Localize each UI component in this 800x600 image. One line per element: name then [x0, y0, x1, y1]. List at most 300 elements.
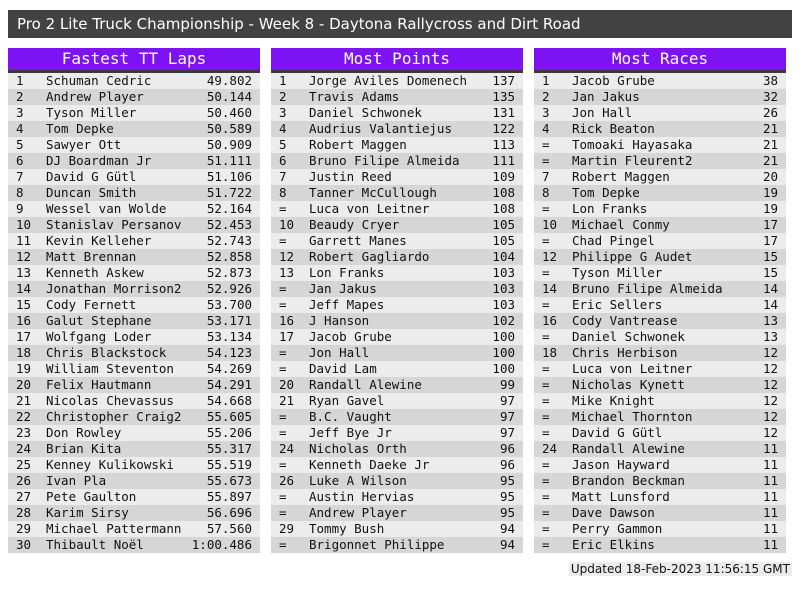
name-cell: Ryan Gavel: [309, 393, 385, 408]
table-row: [534, 329, 786, 345]
rank-cell: =: [542, 537, 550, 552]
value-cell: 103: [492, 265, 515, 280]
rank-cell: =: [542, 377, 550, 392]
table-row: [534, 377, 786, 393]
rank-cell: =: [542, 521, 550, 536]
table-row: [8, 185, 260, 201]
name-cell: Karim Sirsy: [46, 505, 129, 520]
name-cell: Jacob Grube: [309, 329, 392, 344]
table-row: [534, 185, 786, 201]
value-cell: 12: [762, 409, 778, 424]
value-cell: 55.206: [206, 425, 252, 440]
value-cell: 51.111: [206, 153, 252, 168]
rank-cell: =: [542, 361, 550, 376]
table-row: [271, 249, 523, 265]
value-cell: 113: [492, 137, 515, 152]
table-row: [8, 521, 260, 537]
rank-cell: 8: [16, 185, 24, 200]
name-cell: Jan Jakus: [309, 281, 377, 296]
name-cell: Don Rowley: [46, 425, 122, 440]
name-cell: Tyson Miller: [572, 265, 663, 280]
name-cell: Daniel Schwonek: [572, 329, 685, 344]
rank-cell: 26: [279, 473, 295, 488]
rank-cell: 13: [279, 265, 295, 280]
table-most-races: [534, 48, 786, 553]
rank-cell: 3: [16, 105, 24, 120]
rank-cell: =: [279, 457, 287, 472]
name-cell: Luca von Leitner: [309, 201, 430, 216]
rank-cell: 10: [542, 217, 558, 232]
value-cell: 51.106: [206, 169, 252, 184]
name-cell: Nicolas Chevassus: [46, 393, 174, 408]
table-row: [8, 89, 260, 105]
value-cell: 95: [499, 505, 515, 520]
table-row: [534, 169, 786, 185]
table-title: Most Races: [534, 48, 786, 73]
value-cell: 100: [492, 329, 515, 344]
name-cell: Ivan Pla: [46, 473, 107, 488]
value-cell: 95: [499, 473, 515, 488]
name-cell: Tanner McCullough: [309, 185, 437, 200]
table-row: [271, 297, 523, 313]
name-cell: Christopher Craig2: [46, 409, 182, 424]
table-row: [271, 505, 523, 521]
name-cell: William Steventon: [46, 361, 174, 376]
rank-cell: 4: [16, 121, 24, 136]
value-cell: 12: [762, 425, 778, 440]
name-cell: Michael Conmy: [572, 217, 670, 232]
rank-cell: =: [279, 201, 287, 216]
updated-timestamp: Updated 18-Feb-2023 11:56:15 GMT: [570, 562, 790, 576]
rank-cell: =: [279, 537, 287, 552]
name-cell: Bruno Filipe Almeida: [572, 281, 723, 296]
name-cell: Michael Pattermann: [46, 521, 182, 536]
rank-cell: =: [279, 505, 287, 520]
rank-cell: =: [542, 153, 550, 168]
value-cell: 108: [492, 185, 515, 200]
value-cell: 102: [492, 313, 515, 328]
table-row: [534, 265, 786, 281]
name-cell: Dave Dawson: [572, 505, 655, 520]
table-row: [271, 105, 523, 121]
name-cell: Galut Stephane: [46, 313, 152, 328]
rank-cell: 2: [279, 89, 287, 104]
table-row: [534, 473, 786, 489]
name-cell: Jon Hall: [572, 105, 633, 120]
value-cell: 52.164: [206, 201, 252, 216]
name-cell: Jon Hall: [309, 345, 370, 360]
value-cell: 21: [762, 137, 778, 152]
rank-cell: =: [542, 393, 550, 408]
rank-cell: 4: [279, 121, 287, 136]
name-cell: Michael Thornton: [572, 409, 693, 424]
rank-cell: 20: [279, 377, 295, 392]
table-row: [8, 73, 260, 89]
name-cell: Mike Knight: [572, 393, 655, 408]
table-row: [271, 201, 523, 217]
value-cell: 12: [762, 345, 778, 360]
table-row: [8, 201, 260, 217]
table-row: [8, 393, 260, 409]
name-cell: Eric Elkins: [572, 537, 655, 552]
value-cell: 11: [762, 489, 778, 504]
name-cell: Jeff Mapes: [309, 297, 385, 312]
rank-cell: 26: [16, 473, 32, 488]
table-row: [534, 505, 786, 521]
table-row: [8, 377, 260, 393]
value-cell: 103: [492, 281, 515, 296]
value-cell: 11: [762, 441, 778, 456]
rank-cell: =: [279, 281, 287, 296]
table-row: [8, 441, 260, 457]
table-row: [534, 361, 786, 377]
name-cell: Garrett Manes: [309, 233, 407, 248]
rank-cell: 10: [16, 217, 32, 232]
rank-cell: 3: [542, 105, 550, 120]
name-cell: Bruno Filipe Almeida: [309, 153, 460, 168]
value-cell: 12: [762, 393, 778, 408]
value-cell: 50.589: [206, 121, 252, 136]
table-row: [271, 137, 523, 153]
value-cell: 52.873: [206, 265, 252, 280]
rank-cell: 16: [542, 313, 558, 328]
value-cell: 137: [492, 73, 515, 88]
rank-cell: 7: [16, 169, 24, 184]
table-row: [534, 313, 786, 329]
name-cell: David G Gütl: [46, 169, 137, 184]
value-cell: 96: [499, 441, 515, 456]
table-row: [534, 441, 786, 457]
table-row: [271, 521, 523, 537]
table-row: [8, 505, 260, 521]
name-cell: Chris Blackstock: [46, 345, 167, 360]
table-row: [534, 393, 786, 409]
name-cell: Cody Vantrease: [572, 313, 678, 328]
name-cell: Philippe G Audet: [572, 249, 693, 264]
name-cell: Wessel van Wolde: [46, 201, 167, 216]
table-row: [271, 121, 523, 137]
value-cell: 26: [762, 105, 778, 120]
name-cell: Nicholas Orth: [309, 441, 407, 456]
value-cell: 14: [762, 281, 778, 296]
value-cell: 38: [762, 73, 778, 88]
rank-cell: 13: [16, 265, 32, 280]
value-cell: 104: [492, 249, 515, 264]
rank-cell: 24: [542, 441, 558, 456]
rank-cell: 17: [279, 329, 295, 344]
value-cell: 55.673: [206, 473, 252, 488]
value-cell: 111: [492, 153, 515, 168]
name-cell: Brigonnet Philippe: [309, 537, 445, 552]
table-row: [534, 105, 786, 121]
name-cell: Kevin Kelleher: [46, 233, 152, 248]
rank-cell: 12: [279, 249, 295, 264]
rank-cell: =: [279, 489, 287, 504]
rank-cell: 19: [16, 361, 32, 376]
rank-cell: 14: [16, 281, 32, 296]
table-row: [8, 409, 260, 425]
name-cell: Luca von Leitner: [572, 361, 693, 376]
value-cell: 52.453: [206, 217, 252, 232]
table-row: [8, 537, 260, 553]
value-cell: 108: [492, 201, 515, 216]
value-cell: 19: [762, 201, 778, 216]
table-fastest-tt-laps: [8, 48, 260, 553]
name-cell: Tomoaki Hayasaka: [572, 137, 693, 152]
name-cell: Lon Franks: [572, 201, 648, 216]
name-cell: Audrius Valantiejus: [309, 121, 452, 136]
table-title: Fastest TT Laps: [8, 48, 260, 73]
name-cell: Randall Alewine: [572, 441, 685, 456]
rank-cell: 20: [16, 377, 32, 392]
rank-cell: 21: [16, 393, 32, 408]
table-row: [271, 537, 523, 553]
rank-cell: =: [279, 345, 287, 360]
rank-cell: =: [279, 409, 287, 424]
table-row: [8, 169, 260, 185]
rank-cell: =: [542, 505, 550, 520]
rank-cell: 28: [16, 505, 32, 520]
table-row: [271, 425, 523, 441]
value-cell: 135: [492, 89, 515, 104]
table-row: [534, 281, 786, 297]
name-cell: Chris Herbison: [572, 345, 678, 360]
rank-cell: =: [279, 425, 287, 440]
rank-cell: 1: [16, 73, 24, 88]
table-row: [8, 217, 260, 233]
table-row: [534, 345, 786, 361]
value-cell: 94: [499, 537, 515, 552]
value-cell: 97: [499, 393, 515, 408]
name-cell: Rick Beaton: [572, 121, 655, 136]
rank-cell: =: [542, 409, 550, 424]
value-cell: 11: [762, 457, 778, 472]
value-cell: 131: [492, 105, 515, 120]
name-cell: Duncan Smith: [46, 185, 137, 200]
name-cell: Jeff Bye Jr: [309, 425, 392, 440]
name-cell: Jason Hayward: [572, 457, 670, 472]
name-cell: Martin Fleurent2: [572, 153, 693, 168]
name-cell: Matt Brennan: [46, 249, 137, 264]
value-cell: 109: [492, 169, 515, 184]
rank-cell: =: [542, 201, 550, 216]
table-row: [8, 105, 260, 121]
value-cell: 17: [762, 233, 778, 248]
table-row: [8, 329, 260, 345]
value-cell: 57.560: [206, 521, 252, 536]
rank-cell: 29: [279, 521, 295, 536]
name-cell: Robert Gagliardo: [309, 249, 430, 264]
table-row: [271, 313, 523, 329]
name-cell: Justin Reed: [309, 169, 392, 184]
name-cell: Sawyer Ott: [46, 137, 122, 152]
value-cell: 100: [492, 345, 515, 360]
value-cell: 56.696: [206, 505, 252, 520]
rank-cell: 1: [279, 73, 287, 88]
table-row: [271, 185, 523, 201]
rank-cell: 18: [16, 345, 32, 360]
rank-cell: 5: [16, 137, 24, 152]
name-cell: J Hanson: [309, 313, 370, 328]
rank-cell: 22: [16, 409, 32, 424]
rank-cell: 7: [542, 169, 550, 184]
table-row: [271, 73, 523, 89]
name-cell: Jacob Grube: [572, 73, 655, 88]
table-row: [271, 153, 523, 169]
value-cell: 54.668: [206, 393, 252, 408]
table-row: [534, 249, 786, 265]
rank-cell: 6: [16, 153, 24, 168]
value-cell: 105: [492, 233, 515, 248]
rank-cell: =: [542, 457, 550, 472]
table-row: [534, 89, 786, 105]
value-cell: 55.897: [206, 489, 252, 504]
name-cell: Brandon Beckman: [572, 473, 685, 488]
value-cell: 105: [492, 217, 515, 232]
name-cell: Jonathan Morrison2: [46, 281, 182, 296]
name-cell: Jan Jakus: [572, 89, 640, 104]
value-cell: 13: [762, 329, 778, 344]
value-cell: 11: [762, 521, 778, 536]
name-cell: David G Gütl: [572, 425, 663, 440]
table-row: [534, 457, 786, 473]
rank-cell: 15: [16, 297, 32, 312]
table-row: [534, 297, 786, 313]
table-row: [271, 441, 523, 457]
value-cell: 11: [762, 505, 778, 520]
name-cell: Luke A Wilson: [309, 473, 407, 488]
name-cell: David Lam: [309, 361, 377, 376]
value-cell: 54.269: [206, 361, 252, 376]
value-cell: 52.926: [206, 281, 252, 296]
footer: [8, 558, 792, 577]
table-row: [534, 201, 786, 217]
rank-cell: 1: [542, 73, 550, 88]
name-cell: Tom Depke: [46, 121, 114, 136]
table-row: [271, 473, 523, 489]
table-row: [271, 393, 523, 409]
table-row: [8, 137, 260, 153]
table-row: [534, 425, 786, 441]
value-cell: 99: [499, 377, 515, 392]
name-cell: Tom Depke: [572, 185, 640, 200]
value-cell: 55.519: [206, 457, 252, 472]
name-cell: Kenneth Askew: [46, 265, 144, 280]
table-row: [534, 153, 786, 169]
name-cell: Beaudy Cryer: [309, 217, 400, 232]
value-cell: 52.743: [206, 233, 252, 248]
value-cell: 50.909: [206, 137, 252, 152]
value-cell: 122: [492, 121, 515, 136]
value-cell: 55.605: [206, 409, 252, 424]
table-row: [271, 217, 523, 233]
rank-cell: 7: [279, 169, 287, 184]
window-title-bar: [8, 10, 792, 38]
value-cell: 53.134: [206, 329, 252, 344]
rank-cell: 11: [16, 233, 32, 248]
value-cell: 11: [762, 473, 778, 488]
table-row: [271, 89, 523, 105]
table-row: [271, 409, 523, 425]
name-cell: Daniel Schwonek: [309, 105, 422, 120]
rank-cell: 9: [16, 201, 24, 216]
table-row: [534, 409, 786, 425]
table-row: [8, 249, 260, 265]
name-cell: Stanislav Persanov: [46, 217, 182, 232]
table-row: [8, 297, 260, 313]
name-cell: Kenneth Daeke Jr: [309, 457, 430, 472]
name-cell: Tyson Miller: [46, 105, 137, 120]
rank-cell: 30: [16, 537, 32, 552]
rank-cell: =: [279, 361, 287, 376]
rank-cell: =: [542, 297, 550, 312]
value-cell: 51.722: [206, 185, 252, 200]
rank-cell: =: [542, 265, 550, 280]
table-row: [271, 281, 523, 297]
value-cell: 12: [762, 361, 778, 376]
rank-cell: =: [542, 489, 550, 504]
table-row: [8, 313, 260, 329]
table-row: [534, 137, 786, 153]
value-cell: 50.460: [206, 105, 252, 120]
value-cell: 53.171: [206, 313, 252, 328]
table-row: [8, 233, 260, 249]
rank-cell: 27: [16, 489, 32, 504]
rank-cell: 24: [16, 441, 32, 456]
rank-cell: 12: [16, 249, 32, 264]
value-cell: 12: [762, 377, 778, 392]
value-cell: 32: [762, 89, 778, 104]
value-cell: 95: [499, 489, 515, 504]
table-row: [534, 489, 786, 505]
rank-cell: =: [542, 233, 550, 248]
value-cell: 55.317: [206, 441, 252, 456]
table-row: [8, 265, 260, 281]
value-cell: 53.700: [206, 297, 252, 312]
table-row: [534, 233, 786, 249]
value-cell: 49.802: [206, 73, 252, 88]
value-cell: 52.858: [206, 249, 252, 264]
table-row: [8, 425, 260, 441]
name-cell: Lon Franks: [309, 265, 385, 280]
table-row: [271, 377, 523, 393]
rank-cell: 23: [16, 425, 32, 440]
rank-cell: 18: [542, 345, 558, 360]
value-cell: 11: [762, 537, 778, 552]
value-cell: 21: [762, 153, 778, 168]
rank-cell: 3: [279, 105, 287, 120]
name-cell: Tommy Bush: [309, 521, 385, 536]
value-cell: 1:00.486: [191, 537, 252, 552]
table-row: [271, 457, 523, 473]
leaderboard-tables: [8, 48, 792, 553]
table-row: [271, 489, 523, 505]
value-cell: 100: [492, 361, 515, 376]
page-title: Pro 2 Lite Truck Championship - Week 8 - Daytona Rallycross and Dirt Road: [17, 15, 581, 33]
rank-cell: =: [542, 425, 550, 440]
table-row: [271, 169, 523, 185]
name-cell: Brian Kita: [46, 441, 122, 456]
name-cell: Cody Fernett: [46, 297, 137, 312]
name-cell: Schuman Cedric: [46, 73, 152, 88]
value-cell: 97: [499, 409, 515, 424]
rank-cell: 8: [542, 185, 550, 200]
rank-cell: =: [279, 297, 287, 312]
table-body: [534, 73, 786, 553]
table-row: [8, 153, 260, 169]
value-cell: 13: [762, 313, 778, 328]
table-most-points: [271, 48, 523, 553]
